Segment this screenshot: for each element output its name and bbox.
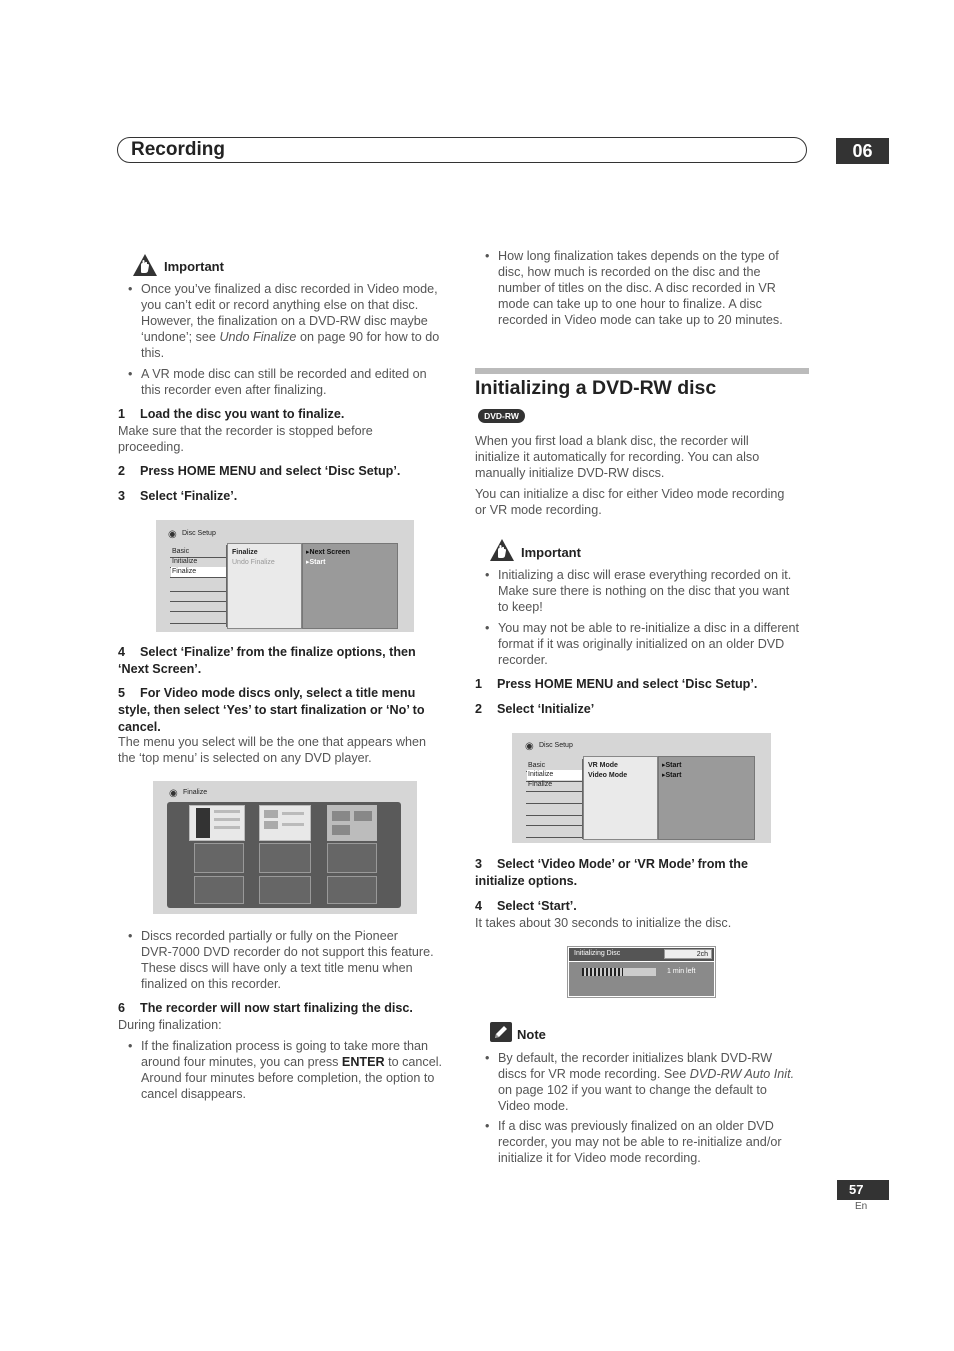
osd-divider [170, 577, 226, 578]
step-number: 5 [118, 686, 126, 700]
text-line: mode can take up to one hour to finalize. A disc [498, 297, 762, 311]
step-text: For Video mode discs only, select a title menu [140, 686, 416, 700]
text-line: Around four minutes before completion, the option to [141, 1071, 435, 1085]
intro-paragraph-2 [475, 486, 784, 518]
osd-divider [170, 591, 226, 592]
bullet-finalization-time [485, 248, 810, 328]
text-line: on page 102 if you want to change the default to [498, 1083, 767, 1097]
step-line [118, 644, 458, 661]
warning-hand-icon [132, 253, 158, 277]
osd-action-start: ▸Start [306, 559, 326, 566]
text-line [141, 329, 458, 345]
page-number: 57 [837, 1180, 889, 1200]
bullet-cancel-finalize [128, 1038, 460, 1102]
text-fragment: on page 90 for how to do [296, 330, 440, 344]
osd-action-label: Start [309, 559, 326, 566]
osd-divider [526, 837, 582, 838]
text-line: Video mode. [498, 1099, 569, 1113]
step-number: 3 [118, 489, 126, 503]
important-heading: Important [521, 545, 581, 560]
osd-actions-panel [302, 543, 398, 629]
menu-style-6-preview[interactable] [327, 843, 377, 873]
osd-divider [170, 601, 226, 602]
step-number: 4 [475, 899, 483, 913]
osd-action-label: Start [665, 772, 682, 779]
text-line: These discs will have only a text title menu when [141, 961, 413, 975]
preview-box [332, 811, 350, 821]
disc-setup-initialize-screen [512, 733, 771, 843]
step-number: 1 [118, 407, 126, 421]
osd-menu-column [526, 759, 583, 839]
text-line: this recorder even after finalizing. [141, 383, 327, 397]
progress-title-bar [569, 948, 714, 961]
osd-title: Disc Setup [182, 530, 216, 537]
text-line: • Discs recorded partially or fully on the Pioneer [141, 929, 398, 943]
osd-action-label: Next Screen [309, 549, 350, 556]
menu-style-1-preview[interactable] [189, 805, 245, 841]
osd-menu-finalize: Finalize [171, 567, 226, 577]
preview-line [214, 826, 240, 829]
text-line: • If the finalization process is going to take more than [141, 1039, 429, 1053]
text-line: You can initialize a disc for either Video mode recording [475, 487, 785, 501]
step-text: Press HOME MENU and select ‘Disc Setup’. [497, 677, 758, 691]
text-line: DVR-7000 DVD recorder do not support this feature. [141, 945, 434, 959]
step-text: Select ‘Finalize’. [140, 489, 238, 503]
text-line: However, the finalization on a DVD-RW disc maybe [141, 314, 428, 328]
step-number: 6 [118, 1001, 126, 1015]
note-bullet-default-vr [485, 1050, 810, 1114]
osd-options-column [583, 756, 658, 840]
step-text: initialize options. [475, 874, 578, 888]
disc-icon: ◉ [168, 529, 177, 540]
step-2-home-menu [118, 463, 400, 480]
text-fragment: to cancel. [384, 1055, 443, 1069]
osd-action-label: Start [665, 762, 682, 769]
channel-label: 2ch [696, 951, 708, 958]
intro-paragraph-1 [475, 433, 759, 481]
preview-box [354, 811, 372, 821]
step-3-select-finalize [118, 488, 237, 505]
progress-bar-track [582, 968, 656, 976]
step-6-desc: During finalization: [118, 1018, 222, 1032]
osd-option-finalize: Finalize [232, 549, 258, 556]
osd-divider [526, 791, 582, 792]
dvd-rw-badge: DVD-RW [478, 409, 525, 423]
filmstrip [196, 808, 210, 838]
step-4-select-finalize-option [118, 644, 458, 678]
text-line: • If a disc was previously finalized on an older DVD [498, 1119, 774, 1133]
auto-init-ref: DVD-RW Auto Init. [689, 1067, 795, 1081]
menu-style-7-preview[interactable] [194, 876, 244, 904]
step-text: Select ‘Video Mode’ or ‘VR Mode’ from the [497, 857, 748, 871]
menu-style-9-preview[interactable] [327, 876, 377, 904]
osd-action-next-screen: ▸Next Screen [306, 549, 350, 556]
osd-options-column [227, 543, 302, 629]
step-number: 2 [118, 464, 126, 478]
note-pencil-icon [490, 1022, 512, 1042]
enter-key-label: ENTER [341, 1055, 385, 1069]
init-step-3 [475, 856, 810, 890]
text-line: to keep! [498, 600, 543, 614]
step-text: Load the disc you want to finalize. [140, 407, 345, 421]
init-step-4-desc: It takes about 30 seconds to initialize the disc. [475, 916, 732, 930]
text-line: When you first load a blank disc, the recorder will [475, 434, 749, 448]
init-step-2 [475, 701, 594, 718]
osd-title: Disc Setup [539, 742, 573, 749]
step-6-start-finalizing [118, 1000, 413, 1017]
important-bullet-vr [128, 366, 458, 398]
time-left-label: 1 min left [667, 968, 696, 975]
text-line: recorded in Video mode can take up to 20 minutes. [498, 313, 783, 327]
text-line: or VR mode recording. [475, 503, 602, 517]
text-line: proceeding. [118, 440, 184, 454]
preview-line [214, 810, 240, 813]
disc-icon: ◉ [525, 741, 534, 752]
text-line: The menu you select will be the one that appears when [118, 735, 427, 749]
menu-style-8-preview[interactable] [259, 876, 311, 904]
init-step-1 [475, 676, 757, 693]
step-line [118, 685, 458, 702]
osd-menu-initialize: Initialize [527, 770, 582, 780]
osd-action-start-video: ▸Start [662, 772, 682, 779]
preview-box [264, 810, 278, 818]
page-title: Recording [131, 139, 225, 160]
text-line: finalized on this recorder. [141, 977, 282, 991]
step-1-load-disc [118, 406, 344, 423]
step-5-title-menu-style [118, 685, 458, 736]
text-line [498, 1066, 810, 1082]
step-text: style, then select ‘Yes’ to start finalization or ‘No’ to [118, 703, 425, 717]
step-1-desc [118, 423, 373, 455]
init-step-4 [475, 898, 577, 915]
section-title: Initializing a DVD-RW disc [475, 377, 717, 399]
step-text: cancel. [118, 720, 161, 734]
preview-box [264, 821, 278, 829]
chapter-number: 06 [836, 138, 889, 164]
osd-divider [526, 825, 582, 826]
text-fragment: ‘undone’; see [141, 330, 220, 344]
important-bullet-finalize [128, 281, 458, 361]
text-line: • By default, the recorder initializes blank DVD-RW [498, 1051, 773, 1065]
disc-setup-finalize-screen [156, 520, 414, 632]
menu-style-2-preview[interactable] [259, 805, 311, 841]
text-line: Make sure that the recorder is stopped before [118, 424, 373, 438]
text-line: • Initializing a disc will erase everything recorded on it. [498, 568, 792, 582]
step-text: ‘Next Screen’. [118, 662, 202, 676]
osd-option-video-mode: Video Mode [588, 772, 628, 779]
style-panel [167, 802, 401, 908]
step-text: Select ‘Initialize’ [497, 702, 595, 716]
text-fragment: discs for VR mode recording. See [498, 1067, 690, 1081]
text-line: recorder. [498, 653, 548, 667]
menu-style-3-preview[interactable] [327, 805, 377, 841]
text-line: disc, how much is recorded on the disc and the [498, 265, 761, 279]
text-line: number of titles on the disc. A disc recorded in VR [498, 281, 776, 295]
finalize-menu-style-screen [153, 781, 417, 914]
text-line: • How long finalization takes depends on the type of [498, 249, 779, 263]
osd-divider [170, 611, 226, 612]
channel-box [664, 949, 712, 959]
osd-action-start-vr: ▸Start [662, 762, 682, 769]
step-number: 4 [118, 645, 126, 659]
warning-hand-icon [489, 538, 515, 562]
text-line: you can’t edit or record anything else on that disc. [141, 298, 419, 312]
important-heading: Important [164, 259, 224, 274]
osd-option-undo-finalize: Undo Finalize [232, 559, 275, 566]
initializing-progress-screen [567, 946, 716, 998]
osd-actions-panel [658, 756, 755, 840]
text-line: • Once you’ve finalized a disc recorded in Video mode, [141, 282, 438, 296]
step-5-desc [118, 734, 426, 766]
text-line: Make sure there is nothing on the disc that you want [498, 584, 790, 598]
text-line: manually initialize DVD-RW discs. [475, 466, 665, 480]
text-line: this. [141, 346, 165, 360]
osd-menu-basic: Basic [172, 548, 190, 555]
text-line: cancel disappears. [141, 1087, 247, 1101]
important-bullet-reinit [485, 620, 810, 668]
preview-line [214, 818, 240, 821]
text-line: initialize it automatically for recording. You can also [475, 450, 760, 464]
preview-box [332, 825, 350, 835]
osd-title: Finalize [183, 789, 208, 796]
step-text: Select ‘Finalize’ from the finalize options, then [140, 645, 416, 659]
osd-menu-finalize: Finalize [528, 781, 553, 788]
text-line: the ‘top menu’ is selected on any DVD player. [118, 751, 372, 765]
text-line: • A VR mode disc can still be recorded and edited on [141, 367, 427, 381]
page-language: En [855, 1201, 868, 1212]
step-text: The recorder will now start finalizing the disc. [140, 1001, 413, 1015]
progress-bar-fill [582, 968, 623, 976]
osd-option-vr-mode: VR Mode [588, 762, 618, 769]
text-line: recorder, you may not be able to re-initialize and/or [498, 1135, 782, 1149]
step-number: 2 [475, 702, 483, 716]
important-bullet-erase [485, 567, 810, 615]
step-line [475, 856, 810, 873]
text-line: • You may not be able to re-initialize a disc in a different [498, 621, 800, 635]
osd-menu-column [170, 545, 227, 627]
step-text: Select ‘Start’. [497, 899, 577, 913]
preview-line [282, 823, 304, 826]
menu-style-4-preview[interactable] [194, 843, 244, 873]
disc-icon: ◉ [169, 788, 178, 799]
menu-style-5-preview[interactable] [259, 843, 311, 873]
step-text: Press HOME MENU and select ‘Disc Setup’. [140, 464, 401, 478]
text-line: initialize it for Video mode recording. [498, 1151, 701, 1165]
text-fragment: around four minutes, you can press [141, 1055, 342, 1069]
osd-menu-basic: Basic [528, 762, 546, 769]
bullet-dvr7000-note [128, 928, 458, 992]
osd-menu-initialize: Initialize [172, 558, 198, 565]
text-line [141, 1054, 460, 1070]
step-number: 1 [475, 677, 483, 691]
undo-finalize-ref: Undo Finalize [219, 330, 297, 344]
osd-divider [170, 623, 226, 624]
osd-divider [526, 803, 582, 804]
section-rule [475, 368, 809, 374]
progress-title: Initializing Disc [574, 950, 621, 957]
note-bullet-older-dvd [485, 1118, 810, 1166]
preview-line [282, 812, 304, 815]
osd-divider [526, 815, 582, 816]
progress-body [569, 962, 714, 996]
text-line: format if it was originally initialized on an older DVD [498, 637, 785, 651]
note-heading: Note [517, 1027, 546, 1042]
step-number: 3 [475, 857, 483, 871]
